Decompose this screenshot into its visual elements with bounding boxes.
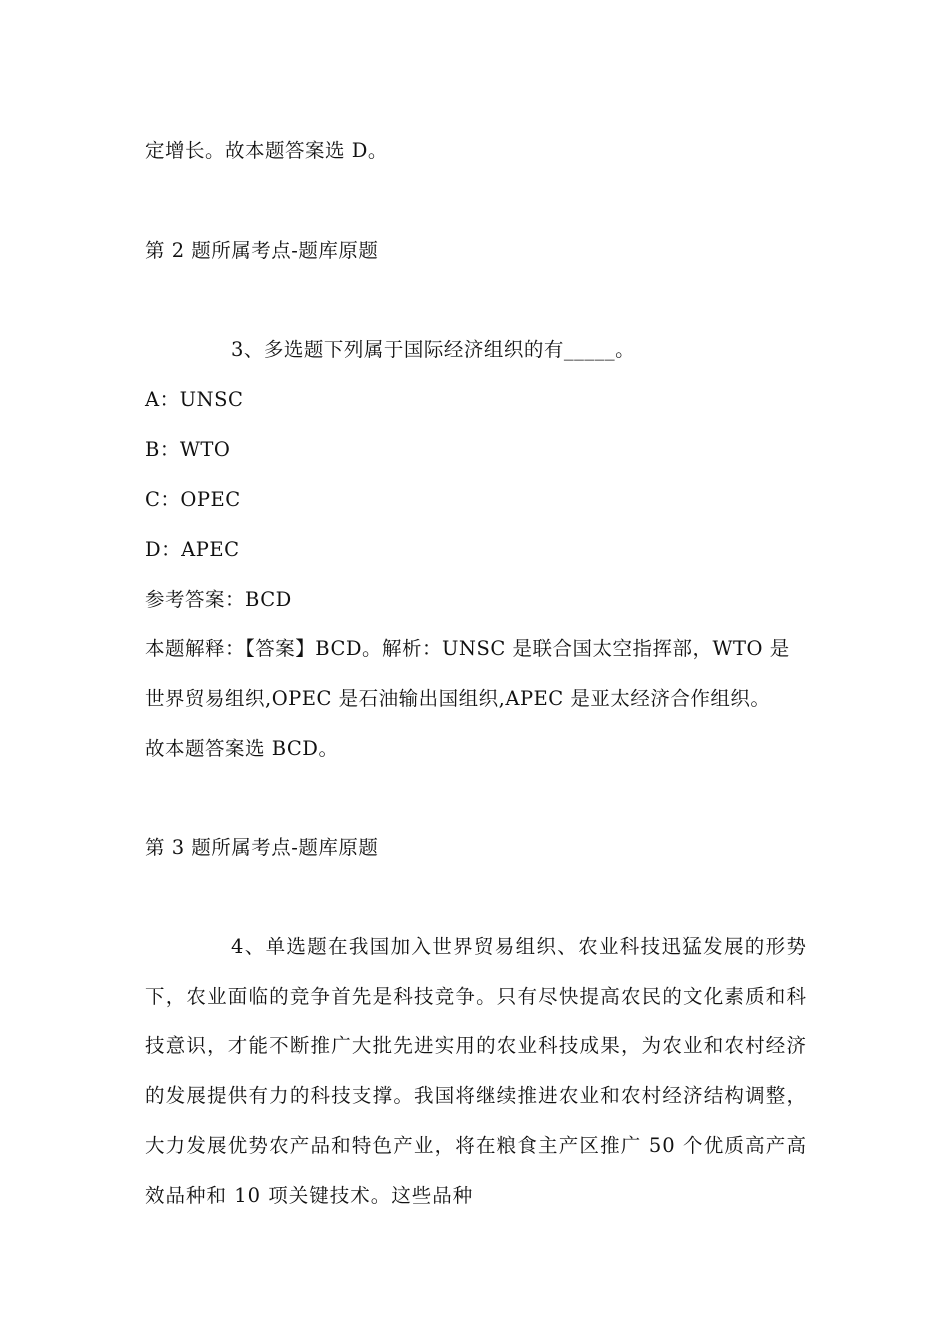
question-3-option-c: C：OPEC bbox=[145, 488, 241, 511]
question-4-stem-paragraph bbox=[145, 922, 807, 1220]
question-3-stem: 3、多选题下列属于国际经济组织的有_____。 bbox=[231, 338, 636, 361]
question-3-answer: 参考答案：BCD bbox=[145, 588, 292, 611]
question-2-topic-tag: 第 2 题所属考点-题库原题 bbox=[145, 239, 379, 262]
question-3-explanation-line-1: 本题解释：【答案】BCD。解析：UNSC 是联合国太空指挥部，WTO 是 bbox=[145, 637, 790, 660]
question-3-explanation-line-2: 世界贸易组织,OPEC 是石油输出国组织,APEC 是亚太经济合作组织。 bbox=[145, 687, 771, 710]
question-3-option-d: D：APEC bbox=[145, 538, 240, 561]
previous-answer-tail: 定增长。故本题答案选 D。 bbox=[145, 139, 388, 162]
question-3-option-a: A：UNSC bbox=[145, 388, 244, 411]
question-3-explanation-line-3: 故本题答案选 BCD。 bbox=[145, 737, 339, 760]
question-3-topic-tag: 第 3 题所属考点-题库原题 bbox=[145, 836, 379, 859]
question-4-stem-text: 4、单选题在我国加入世界贸易组织、农业科技迅猛发展的形势下，农业面临的竞争首先是科技竞争。只有尽快提高农民的文化素质和科技意识，才能不断推广大批先进实用的农业科技成果，为农业和农村经济的发展提供有力的科技支撑。我国将继续推进农业和农村经济结构调整，大力发展优势农产品和特色产业，将在粮食主产区推广 50 个优质高产高效品种和 10 项关键技术。这些品种 bbox=[145, 935, 807, 1207]
question-3-option-b: B：WTO bbox=[145, 438, 231, 461]
